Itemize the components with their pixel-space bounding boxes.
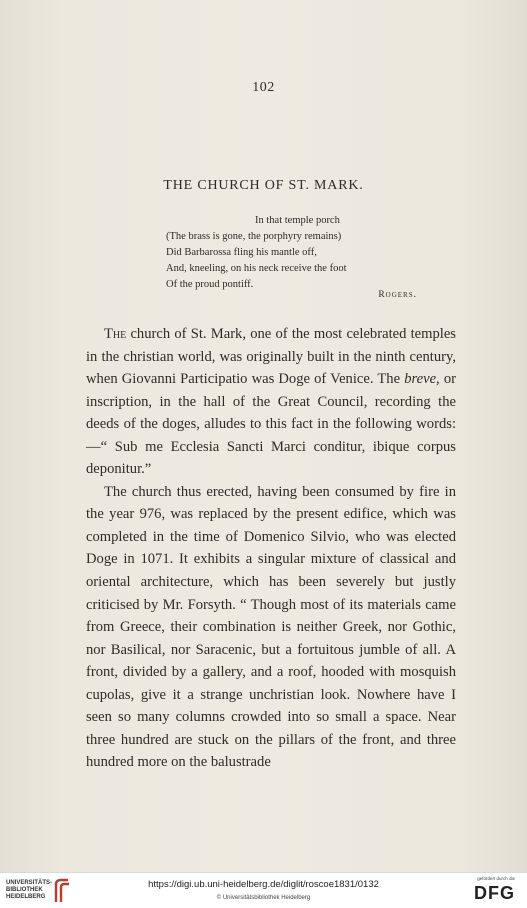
paragraph-1 <box>86 323 456 481</box>
dfg-logo: DFG <box>474 883 515 903</box>
epigraph-poem <box>166 213 426 293</box>
poem-author: Rogers. <box>378 290 417 300</box>
document-url-link[interactable]: https://digi.ub.uni-heidelberg.de/diglit/roscoe1831/0132 <box>148 879 379 890</box>
poem-line: (The brass is gone, the porphyry remains) <box>166 231 342 242</box>
funded-by-label: gefördert durch die <box>477 876 515 881</box>
chapter-title: THE CHURCH OF ST. MARK. <box>163 178 364 193</box>
body-text <box>86 323 456 774</box>
poem-line: Of the proud pontiff. <box>166 279 254 290</box>
paragraph-lead-word: The <box>104 326 127 342</box>
paragraph-2: The church thus erected, having been consumed by fire in the year 976, was replaced by the present edifice, which was completed in the time of Domenico Silvio, who was elected Doge in 1071. It exhibits a singular mixture of classical and oriental architecture, which has been severely but justly criticised by Mr. Forsyth. “ Though most of its materials came from Greece, their combination is neither Greek, nor Gothic, nor Basilical, nor Saracenic, but a fortuitous jumble of all. A front, divided by a gallery, and a roof, hooded with mosquish cupolas, give it a strange unchristian look. Nowhere have I seen so many columns crowded into so small a space. Near three hundred are stuck on the pillars of the front, and three hundred more on the balustrade <box>86 483 456 771</box>
poem-line: And, kneeling, on his neck receive the foot <box>166 263 347 274</box>
footer-bar <box>0 872 527 908</box>
page-number: 102 <box>252 80 275 95</box>
library-name-line: HEIDELBERG <box>6 894 46 900</box>
paragraph-1-italic: breve, <box>404 371 440 388</box>
copyright-notice: © Universitätsbibliothek Heidelberg <box>216 895 311 901</box>
poem-line: In that temple porch <box>255 215 340 226</box>
poem-line: Did Barbarossa fling his mantle off, <box>166 247 317 258</box>
library-name-line: UNIVERSITÄTS- <box>6 880 53 886</box>
library-name-line: BIBLIOTHEK <box>6 887 43 893</box>
poem-attribution <box>0 290 417 300</box>
paragraph-1-text-b: or inscription, in the hall of the Great Council, recording the deeds of the doges, alludes to this fact in the following words:—“ Sub me Ecclesia Sancti Marci conditur, ibique corpus deponitur.” <box>86 371 456 478</box>
paragraph-1-text-a: church of St. Mark, one of the most celebrated temples in the christian world, was originally built in the ninth century, when Giovanni Participatio was Doge of Venice. The <box>86 326 456 388</box>
